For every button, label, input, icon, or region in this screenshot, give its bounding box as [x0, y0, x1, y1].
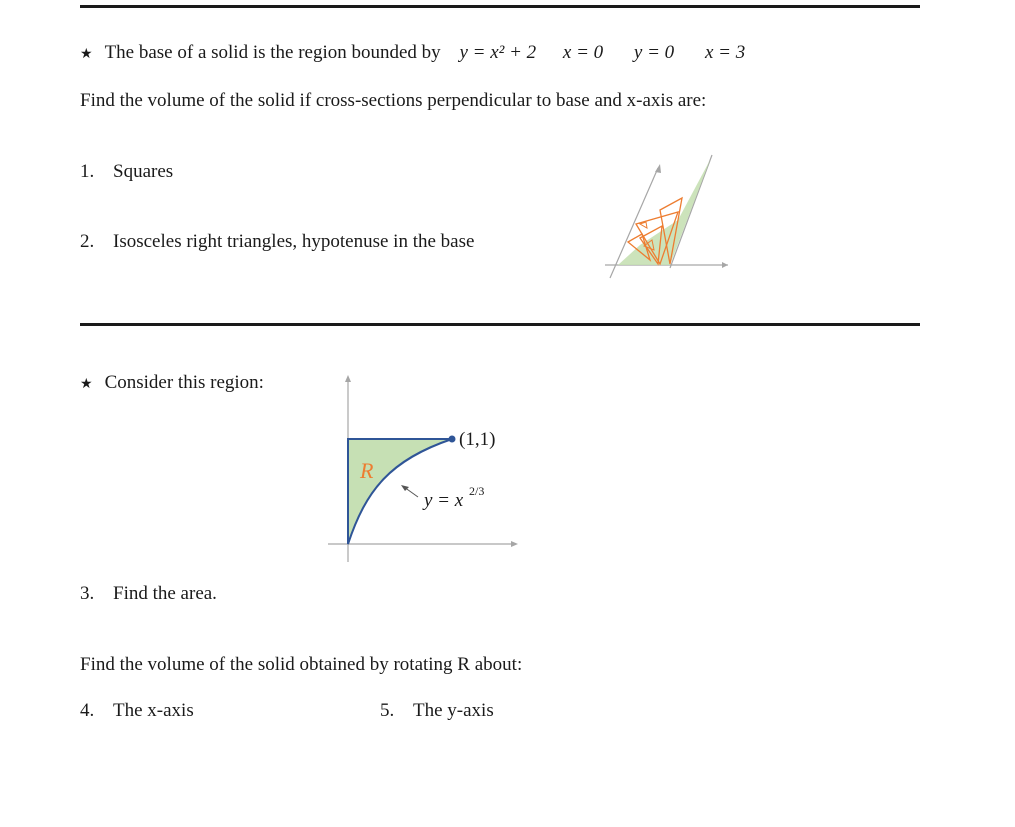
bound-equation-2: x = 0 [562, 42, 604, 63]
region-figure [320, 370, 530, 570]
section-divider [80, 323, 920, 326]
problem1-statement [80, 42, 745, 64]
problem2-intro: Consider this region: [104, 372, 264, 393]
item-number: 5. [380, 700, 395, 721]
problem2-intro-line [80, 372, 264, 394]
list-item-5 [380, 700, 494, 722]
point-label: (1,1) [459, 429, 496, 450]
y-axis-arrow-icon [345, 375, 351, 382]
item-number: 2. [80, 231, 95, 252]
problem1-prompt: Find the volume of the solid if cross-sections perpendicular to base and x-axis are: [80, 90, 707, 111]
item-number: 4. [80, 700, 95, 721]
item-text: The y-axis [413, 700, 494, 721]
list-item-1 [80, 161, 173, 183]
bound-equation-1: y = x² + 2 [459, 42, 537, 63]
star-icon: ★ [80, 47, 93, 62]
bound-equation-3: y = 0 [633, 42, 675, 63]
item-text: Squares [113, 161, 174, 182]
point-marker [449, 436, 456, 443]
solid-illustration [600, 150, 740, 280]
item-number: 1. [80, 161, 95, 182]
problem1-intro: The base of a solid is the region bounded by [104, 42, 441, 63]
x-axis-arrow-icon [722, 262, 728, 268]
item-text: The x-axis [113, 700, 194, 721]
list-item-3 [80, 583, 217, 605]
list-item-2 [80, 231, 474, 253]
region-label: R [360, 458, 374, 483]
curve-label: y = x [424, 490, 464, 511]
item-text: Isosceles right triangles, hypotenuse in the base [113, 231, 475, 252]
x-axis-arrow-icon [511, 541, 518, 547]
bound-equation-4: x = 3 [704, 42, 746, 63]
base-region [618, 160, 710, 265]
item-number: 3. [80, 583, 95, 604]
list-item-4 [80, 700, 194, 722]
top-divider [80, 5, 920, 8]
star-icon: ★ [80, 377, 93, 392]
item-text: Find the area. [113, 583, 217, 604]
rotate-prompt: Find the volume of the solid obtained by rotating R about: [80, 654, 523, 675]
y-axis-arrow-icon [655, 164, 661, 173]
back-edge-line [670, 155, 712, 268]
curve-exponent: 2/3 [469, 484, 485, 498]
